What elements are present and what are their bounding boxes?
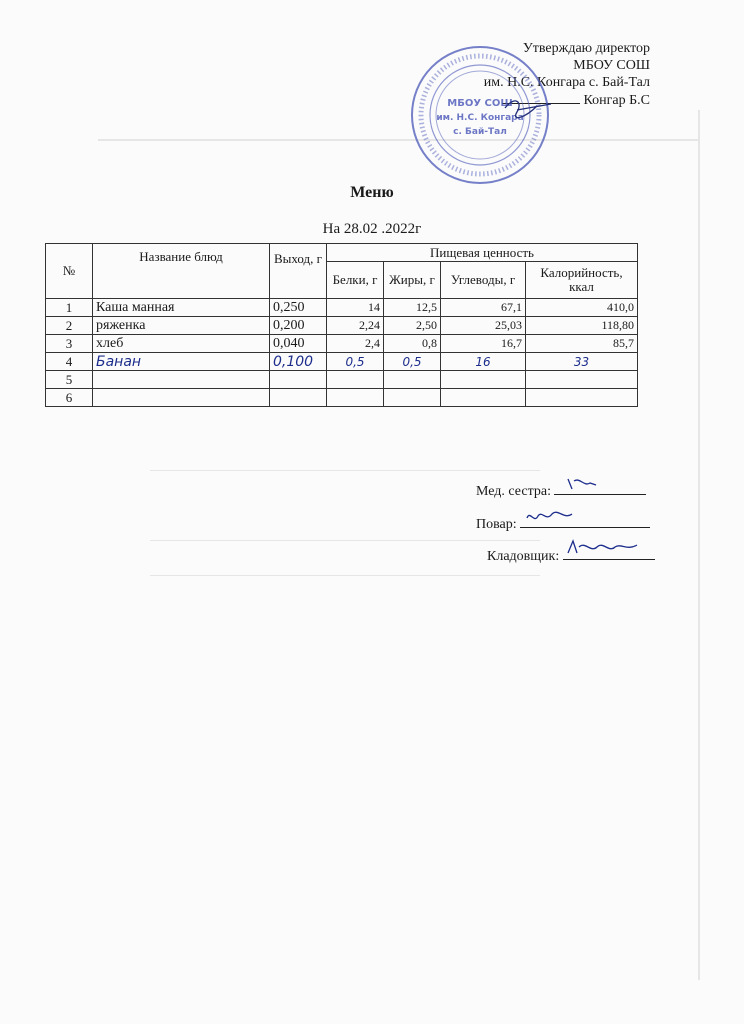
- row-num: 3: [46, 335, 93, 353]
- dish-protein: 2,24: [327, 317, 384, 335]
- approval-line-3: им. Н.С. Конгара с. Бай-Тал: [483, 75, 650, 90]
- dish-yield: 0,040: [270, 335, 327, 353]
- page-title: Меню: [350, 184, 394, 201]
- dish-calories: 410,0: [526, 299, 638, 317]
- storekeeper-label: Кладовщик:: [487, 549, 560, 564]
- dish-carbs-handwritten: 16: [441, 353, 526, 371]
- storekeeper-signature-line: [563, 545, 655, 560]
- stamp-text-1: МБОУ СОШ: [447, 98, 513, 109]
- dish-yield: 0,250: [270, 299, 327, 317]
- header-yield: Выход, г: [270, 244, 327, 299]
- dish-carbs: [441, 371, 526, 389]
- nurse-signature-line: [554, 480, 646, 495]
- row-num: 2: [46, 317, 93, 335]
- dish-fat: [384, 371, 441, 389]
- dish-fat: 2,50: [384, 317, 441, 335]
- dish-protein: [327, 389, 384, 407]
- storekeeper-signature-row: [487, 545, 655, 565]
- table-row: [46, 335, 638, 353]
- director-name: Конгар Б.С: [583, 93, 650, 108]
- dish-carbs: [441, 389, 526, 407]
- cook-signature-line: [520, 513, 650, 528]
- table-row: [46, 299, 638, 317]
- menu-date: На 28.02 .2022г: [322, 221, 422, 237]
- dish-carbs: 25,03: [441, 317, 526, 335]
- dish-name: ряженка: [93, 317, 270, 335]
- dish-calories: [526, 389, 638, 407]
- table-row: [46, 353, 638, 371]
- row-num: 1: [46, 299, 93, 317]
- dish-protein-handwritten: 0,5: [327, 353, 384, 371]
- stamp-text-2: им. Н.С. Конгара: [436, 113, 524, 123]
- row-num: 6: [46, 389, 93, 407]
- dish-name-handwritten: Банан: [93, 353, 270, 371]
- approval-line-1: Утверждаю директор: [522, 41, 650, 56]
- storekeeper-signature: [565, 539, 645, 557]
- dish-name: хлеб: [93, 335, 270, 353]
- official-stamp: [405, 40, 555, 190]
- header-num: №: [46, 244, 93, 299]
- nurse-signature: [564, 475, 604, 493]
- dish-fat: [384, 389, 441, 407]
- table-row: [46, 389, 638, 407]
- table-row: [46, 317, 638, 335]
- approval-line-2: МБОУ СОШ: [573, 58, 650, 73]
- dish-yield-handwritten: 0,100: [270, 353, 327, 371]
- dish-yield: [270, 389, 327, 407]
- dish-calories: [526, 371, 638, 389]
- dish-protein: 2,4: [327, 335, 384, 353]
- cook-label: Повар:: [476, 517, 517, 532]
- dish-calories: 118,80: [526, 317, 638, 335]
- dish-carbs: 16,7: [441, 335, 526, 353]
- dish-calories-handwritten: 33: [526, 353, 638, 371]
- cook-signature-row: [476, 513, 650, 533]
- dish-fat: 12,5: [384, 299, 441, 317]
- dish-protein: 14: [327, 299, 384, 317]
- header-name: Название блюд: [93, 244, 270, 299]
- dish-yield: 0,200: [270, 317, 327, 335]
- dish-yield: [270, 371, 327, 389]
- table-row: [46, 371, 638, 389]
- header-carbs: Углеводы, г: [441, 262, 526, 299]
- stamp-text-3: с. Бай-Тал: [453, 127, 507, 137]
- header-fat: Жиры, г: [384, 262, 441, 299]
- dish-fat: 0,8: [384, 335, 441, 353]
- nurse-label: Мед. сестра:: [476, 484, 551, 499]
- dish-protein: [327, 371, 384, 389]
- header-nutrition: Пищевая ценность: [327, 244, 638, 262]
- menu-table: [45, 243, 638, 407]
- nurse-signature-row: [476, 480, 646, 500]
- row-num: 5: [46, 371, 93, 389]
- header-protein: Белки, г: [327, 262, 384, 299]
- dish-carbs: 67,1: [441, 299, 526, 317]
- header-calories: Калорийность, ккал: [526, 262, 638, 299]
- dish-fat-handwritten: 0,5: [384, 353, 441, 371]
- dish-name: [93, 389, 270, 407]
- dish-calories: 85,7: [526, 335, 638, 353]
- dish-name: [93, 371, 270, 389]
- row-num: 4: [46, 353, 93, 371]
- cook-signature: [524, 508, 580, 526]
- dish-name: Каша манная: [93, 299, 270, 317]
